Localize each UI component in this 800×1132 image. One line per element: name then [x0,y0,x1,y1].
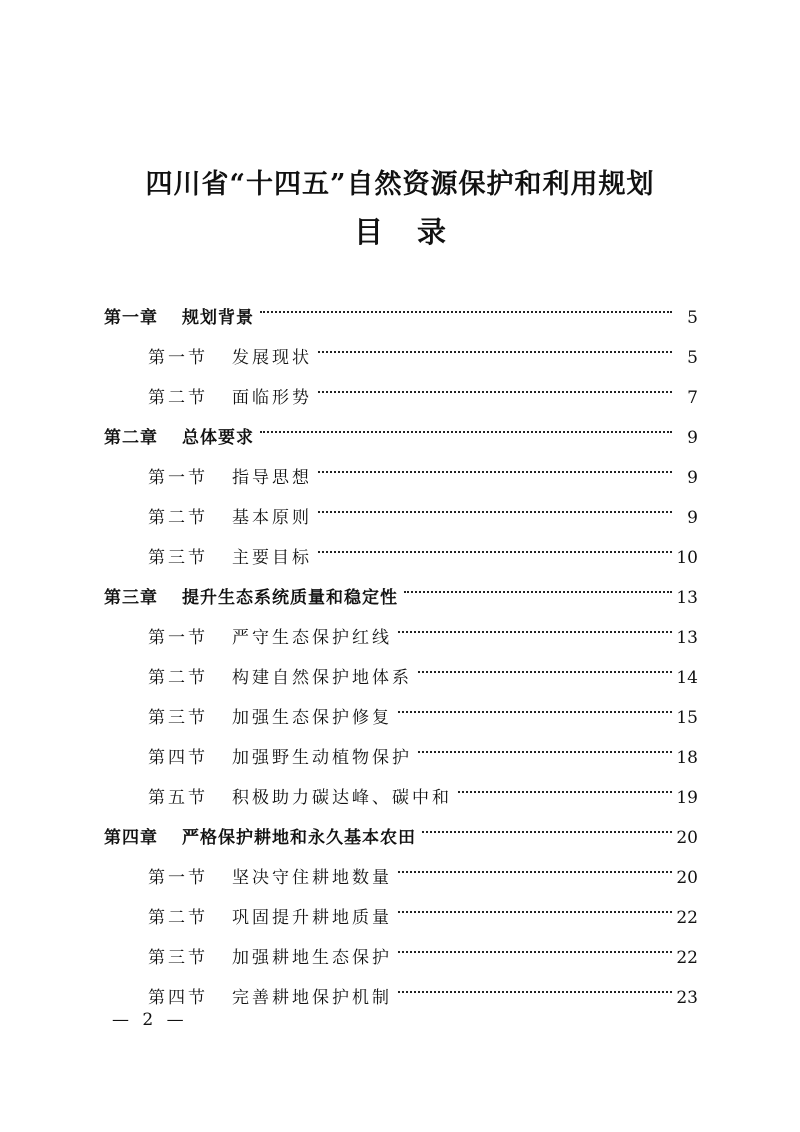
toc-entry-number: 第四章 [104,828,158,848]
dot-leader [398,631,672,633]
toc-entry-number: 第四节 [148,748,208,768]
toc-entry-number: 第二章 [104,428,158,448]
toc-section-row[interactable] [104,538,698,578]
dot-leader [398,711,672,713]
toc-page-number: 20 [676,868,698,888]
table-of-contents [104,298,698,1018]
toc-page-number: 20 [676,828,698,848]
dot-leader [398,951,672,953]
toc-entry-number: 第一节 [148,868,208,888]
toc-page-number: 9 [687,508,698,528]
toc-page-number: 14 [676,668,698,688]
toc-page-number: 22 [676,948,698,968]
toc-chapter-row[interactable] [104,818,698,858]
toc-page-number: 7 [687,388,698,408]
toc-entry-title: 巩固提升耕地质量 [232,908,392,928]
dot-leader [418,671,672,673]
toc-section-row[interactable] [104,458,698,498]
toc-section-row[interactable] [104,658,698,698]
toc-entry-number: 第二节 [148,668,208,688]
toc-entry-number: 第二节 [148,388,208,408]
toc-entry-number: 第三节 [148,948,208,968]
dot-leader [318,511,672,513]
toc-entry-number: 第一节 [148,348,208,368]
toc-entry-title: 提升生态系统质量和稳定性 [182,588,398,608]
toc-entry-number: 第一章 [104,308,158,328]
toc-entry-title: 面临形势 [232,388,312,408]
dot-leader [318,351,672,353]
toc-entry-title: 规划背景 [182,308,254,328]
toc-chapter-row[interactable] [104,298,698,338]
dot-leader [398,871,672,873]
toc-page-number: 22 [676,908,698,928]
toc-section-row[interactable] [104,858,698,898]
toc-section-row[interactable] [104,498,698,538]
toc-section-row[interactable] [104,338,698,378]
toc-entry-number: 第三章 [104,588,158,608]
dot-leader [398,991,672,993]
toc-section-row[interactable] [104,978,698,1018]
toc-page-number: 9 [687,468,698,488]
toc-section-row[interactable] [104,938,698,978]
toc-entry-number: 第五节 [148,788,208,808]
toc-entry-title: 指导思想 [232,468,312,488]
dot-leader [260,311,672,313]
toc-page-number: 19 [676,788,698,808]
toc-entry-number: 第一节 [148,468,208,488]
toc-chapter-row[interactable] [104,418,698,458]
dot-leader [318,551,672,553]
dot-leader [418,751,672,753]
dot-leader [404,591,672,593]
toc-page-number: 13 [676,588,698,608]
toc-page-number: 13 [676,628,698,648]
dot-leader [422,831,672,833]
toc-entry-number: 第一节 [148,628,208,648]
document-title: 四川省“十四五”自然资源保护和利用规划 [145,169,655,200]
toc-entry-title: 加强野生动植物保护 [232,748,412,768]
toc-entry-title: 加强生态保护修复 [232,708,392,728]
toc-entry-number: 第二节 [148,908,208,928]
dot-leader [318,471,672,473]
toc-entry-number: 第二节 [148,508,208,528]
toc-section-row[interactable] [104,618,698,658]
toc-section-row[interactable] [104,698,698,738]
toc-entry-title: 坚决守住耕地数量 [232,868,392,888]
toc-entry-number: 第四节 [148,988,208,1008]
toc-heading: 目录 [353,215,480,249]
dot-leader [260,431,672,433]
toc-section-row[interactable] [104,738,698,778]
toc-entry-title: 主要目标 [232,548,312,568]
toc-section-row[interactable] [104,778,698,818]
toc-page-number: 18 [676,748,698,768]
toc-entry-title: 发展现状 [232,348,312,368]
toc-chapter-row[interactable] [104,578,698,618]
dot-leader [398,911,672,913]
toc-entry-title: 严守生态保护红线 [232,628,392,648]
toc-page-number: 9 [687,428,698,448]
toc-entry-number: 第三节 [148,708,208,728]
dot-leader [458,791,672,793]
page-number-footer: — 2 — [112,1010,188,1030]
toc-entry-title: 总体要求 [182,428,254,448]
toc-entry-title: 构建自然保护地体系 [232,668,412,688]
toc-page-number: 5 [687,348,698,368]
toc-entry-number: 第三节 [148,548,208,568]
toc-entry-title: 基本原则 [232,508,312,528]
toc-entry-title: 完善耕地保护机制 [232,988,392,1008]
toc-page-number: 10 [676,548,698,568]
toc-section-row[interactable] [104,378,698,418]
toc-page-number: 23 [676,988,698,1008]
toc-page-number: 5 [687,308,698,328]
toc-page-number: 15 [676,708,698,728]
dot-leader [318,391,672,393]
toc-entry-title: 加强耕地生态保护 [232,948,392,968]
toc-section-row[interactable] [104,898,698,938]
toc-entry-title: 积极助力碳达峰、碳中和 [232,788,452,808]
toc-entry-title: 严格保护耕地和永久基本农田 [182,828,416,848]
